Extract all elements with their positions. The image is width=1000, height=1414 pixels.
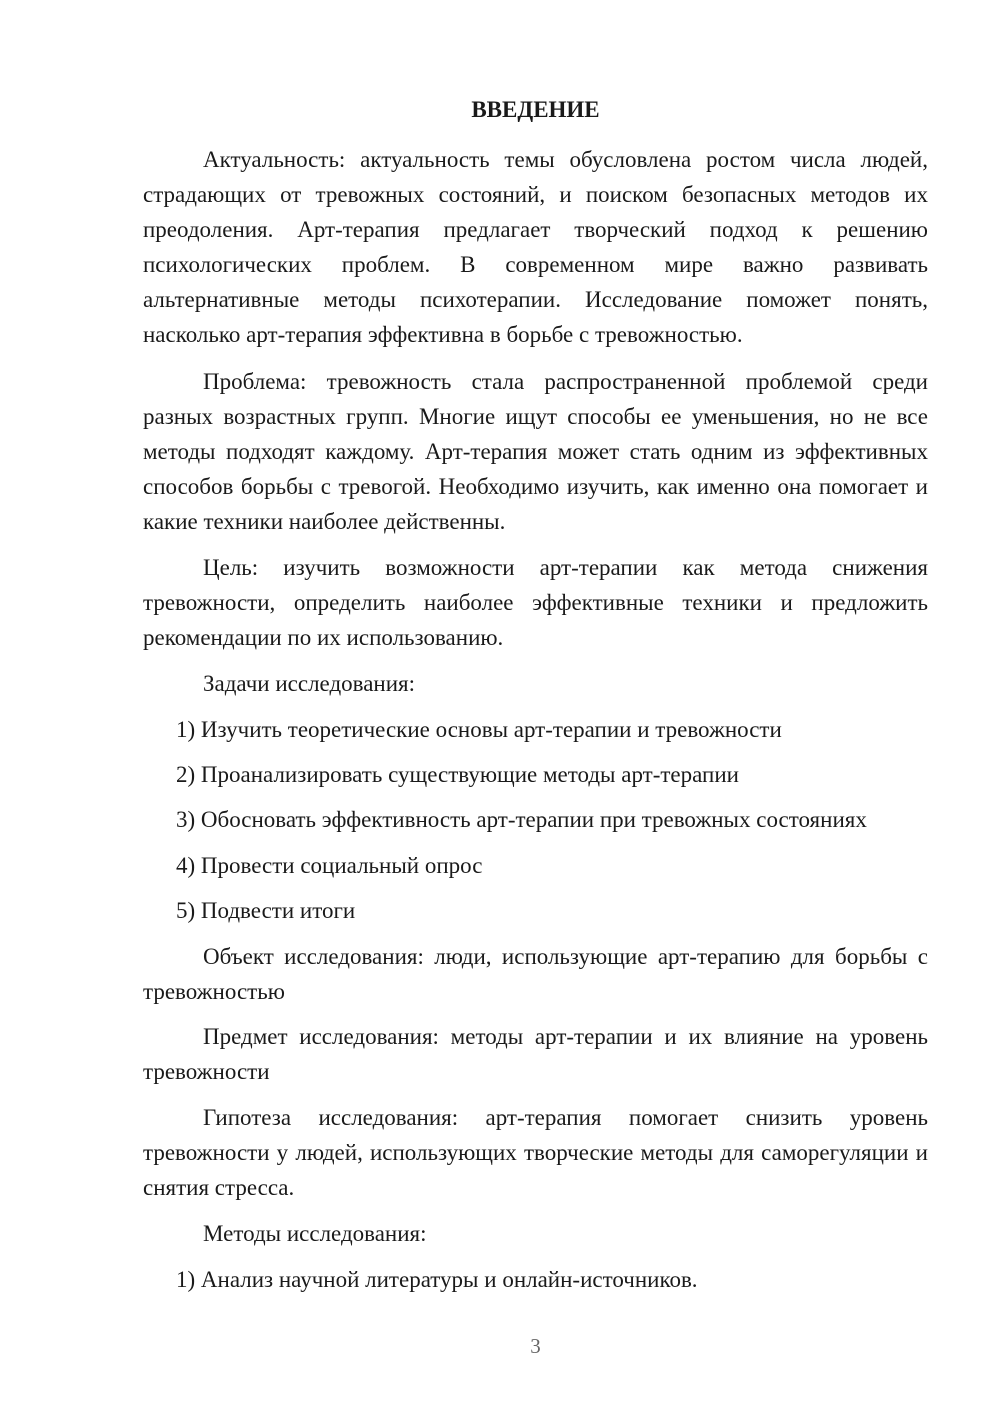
hypothesis-paragraph: Гипотеза исследования: арт-терапия помогает снизить уровень тревожности у людей, использующих творческие методы для саморегуляции и снятия стресса.	[143, 1105, 928, 1200]
methods-heading: Методы исследования:	[203, 1221, 427, 1246]
page-title: ВВЕДЕНИЕ	[471, 97, 600, 122]
task-item-1: 1) Изучить теоретические основы арт-терапии и тревожности	[176, 717, 782, 742]
object-paragraph: Объект исследования: люди, использующие арт-терапию для борьбы с тревожностью	[143, 944, 928, 1004]
task-item-2: 2) Проанализировать существующие методы арт-терапии	[176, 762, 739, 787]
task-item-5: 5) Подвести итоги	[176, 898, 356, 923]
tasks-heading: Задачи исследования:	[203, 671, 416, 696]
page-number: 3	[530, 1334, 541, 1358]
method-item-1: 1) Анализ научной литературы и онлайн-источников.	[176, 1267, 698, 1292]
problem-paragraph: Проблема: тревожность стала распространенной проблемой среди разных возрастных групп. Многие ищут способы ее уменьшения, но не все методы подходят каждому. Арт-терапия может стать одним из эффективных способов борьбы с тревогой. Необходимо изучить, как именно она помогает и какие техники наиболее действенны.	[143, 369, 928, 534]
task-item-3: 3) Обосновать эффективность арт-терапии при тревожных состояниях	[176, 807, 867, 832]
goal-paragraph: Цель: изучить возможности арт-терапии как метода снижения тревожности, определить наиболее эффективные техники и предложить рекомендации по их использованию.	[143, 555, 928, 650]
subject-paragraph: Предмет исследования: методы арт-терапии и их влияние на уровень тревожности	[143, 1024, 928, 1084]
task-item-4: 4) Провести социальный опрос	[176, 853, 483, 878]
relevance-paragraph: Актуальность: актуальность темы обусловлена ростом числа людей, страдающих от тревожных состояний, и поиском безопасных методов их преодоления. Арт-терапия предлагает творческий подход к решению психологических проблем. В современном мире важно развивать альтернативные методы психотерапии. Исследование поможет понять, насколько арт-терапия эффективна в борьбе с тревожностью.	[143, 147, 928, 347]
document-page	[143, 0, 928, 1414]
